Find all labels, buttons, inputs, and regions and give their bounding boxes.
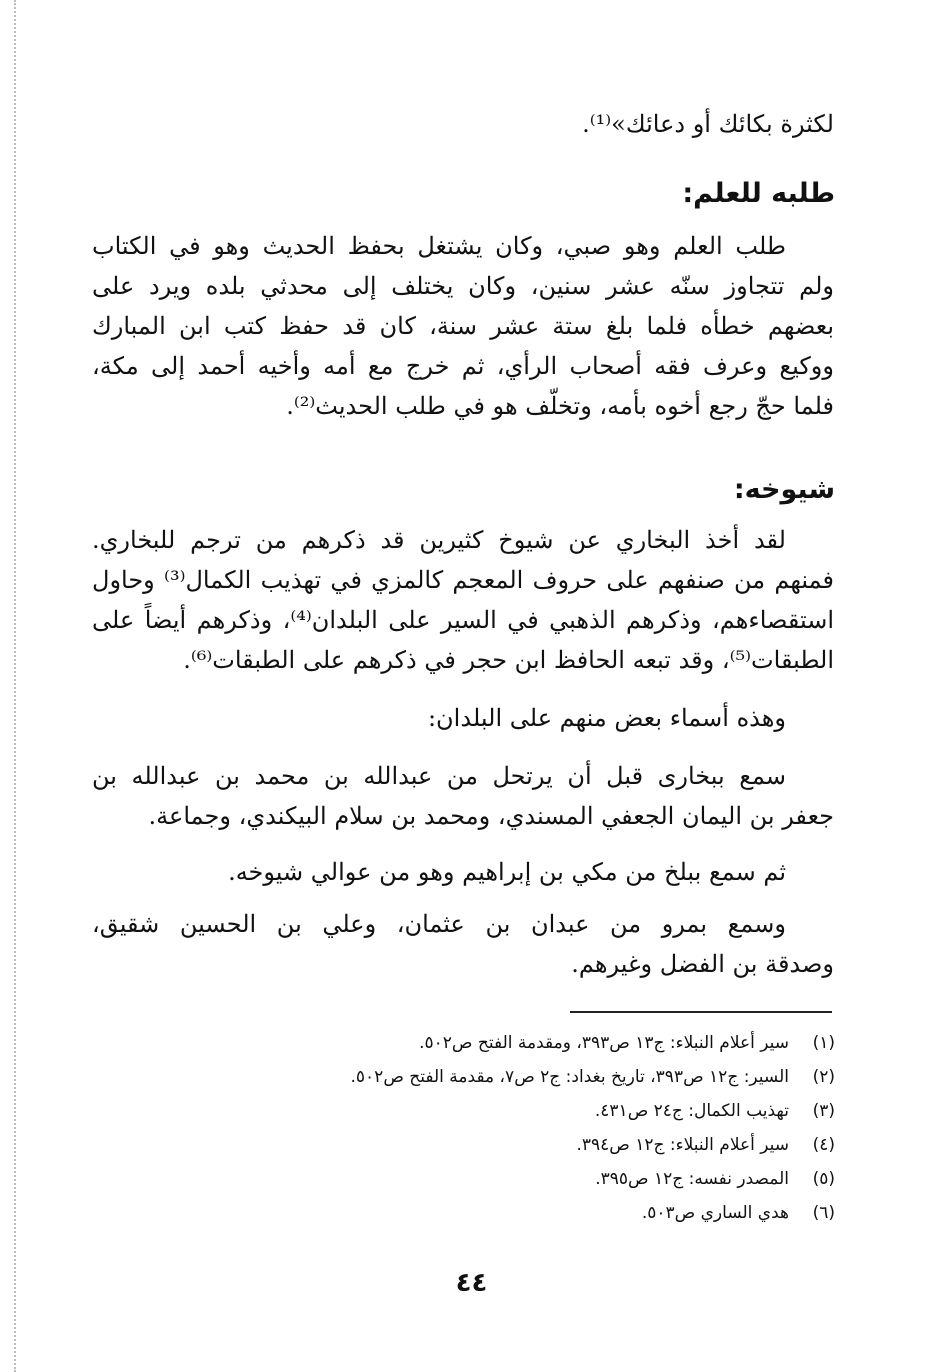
footnote-text: سير أعلام النبلاء: ج١٣ ص٣٩٣، ومقدمة الفتح ص٥٠٢. [419, 1033, 789, 1053]
page-edge-border [14, 0, 16, 1372]
footnote-text: المصدر نفسه: ج١٢ ص٣٩٥. [595, 1169, 789, 1189]
footnote-text: السير: ج١٢ ص٣٩٣، تاريخ بغداد: ج٢ ص٧، مقدمة الفتح ص٥٠٢. [350, 1067, 789, 1087]
section-seeking-knowledge-body [92, 226, 834, 426]
paragraph-line: استقصاءهم، وذكرهم الذهبي في السير على البلدان⁽⁴⁾، وذكرهم أيضاً على [92, 606, 834, 634]
footnote-number: (٦) [812, 1203, 835, 1223]
footnote-text: تهذيب الكمال: ج٢٤ ص٤٣١. [594, 1101, 789, 1121]
section-teachers-para1 [92, 520, 834, 680]
footnotes [75, 1026, 835, 1230]
paragraph-line: فلما حجّ رجع أخوه بأمه، وتخلّف هو في طلب الحديث⁽²⁾. [286, 392, 834, 420]
footnote-number: (١) [812, 1033, 835, 1053]
paragraph-line: لقد أخذ البخاري عن شيوخ كثيرين قد ذكرهم من ترجم للبخاري. [92, 526, 786, 554]
paragraph-line: ولم تتجاوز سنّه عشر سنين، وكان يختلف إلى محدثي بلده ويرد على [92, 272, 834, 300]
footnote-item [75, 1196, 835, 1230]
section-heading-seeking-knowledge: طلبه للعلم: [682, 178, 835, 209]
section-teachers-para2 [92, 698, 834, 738]
footnote-item [75, 1128, 835, 1162]
paragraph-line: طلب العلم وهو صبي، وكان يشتغل بحفظ الحديث وهو في الكتاب [92, 232, 786, 260]
section-teachers-para5 [92, 904, 834, 984]
footnote-number: (٥) [812, 1169, 835, 1189]
footnote-item [75, 1162, 835, 1196]
paragraph-line: الطبقات⁽⁵⁾، وقد تبعه الحافظ ابن حجر في ذكرهم على الطبقات⁽⁶⁾. [183, 646, 834, 674]
footnote-item [75, 1094, 835, 1128]
opening-text [92, 104, 834, 144]
paragraph-line: بعضهم خطأه فلما بلغ ستة عشر سنة، كان قد حفظ كتب ابن المبارك [92, 312, 834, 340]
footnote-separator [570, 1011, 832, 1013]
paragraph-line: جعفر بن اليمان الجعفي المسندي، ومحمد بن سلام البيكندي، وجماعة. [148, 802, 834, 830]
section-teachers-para4 [92, 852, 834, 892]
paragraph-line: سمع ببخارى قبل أن يرتحل من عبدالله بن محمد بن عبدالله بن [92, 762, 786, 790]
footnote-number: (٢) [812, 1067, 835, 1087]
footnote-number: (٣) [812, 1101, 835, 1121]
page-number: ٤٤ [455, 1268, 488, 1298]
paragraph-line: ووكيع وعرف فقه أصحاب الرأي، ثم خرج مع أمه وأخيه أحمد إلى مكة، [92, 352, 834, 380]
paragraph-line: وصدقة بن الفضل وغيرهم. [571, 950, 834, 978]
paragraph-line: فمنهم من صنفهم على حروف المعجم كالمزي في تهذيب الكمال⁽³⁾ وحاول [92, 566, 834, 594]
section-teachers-para3 [92, 756, 834, 836]
footnote-text: سير أعلام النبلاء: ج١٢ ص٣٩٤. [576, 1135, 789, 1155]
paragraph-line: وسمع بمرو من عبدان بن عثمان، وعلي بن الحسين شقيق، [92, 910, 787, 938]
opening-line: لكثرة بكائك أو دعائك»⁽¹⁾. [582, 110, 834, 138]
section-heading-teachers: شيوخه: [733, 474, 835, 505]
footnote-item [75, 1026, 835, 1060]
footnote-text: هدي الساري ص٥٠٣. [641, 1203, 789, 1223]
paragraph-line: وهذه أسماء بعض منهم على البلدان: [427, 704, 786, 732]
footnote-item [75, 1060, 835, 1094]
footnote-number: (٤) [812, 1135, 835, 1155]
paragraph-line: ثم سمع ببلخ من مكي بن إبراهيم وهو من عوالي شيوخه. [228, 858, 786, 886]
